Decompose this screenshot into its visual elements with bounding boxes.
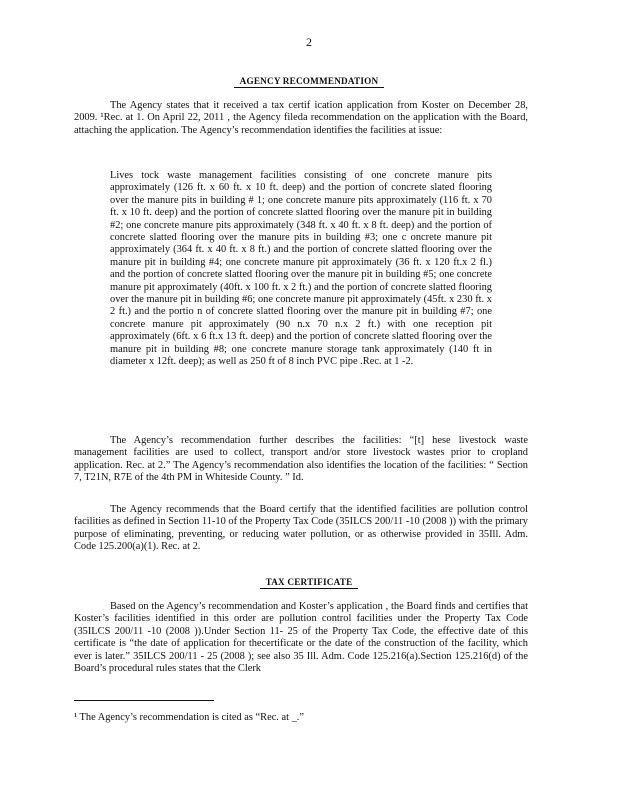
- section-heading-agency-recommendation: AGENCY RECOMMENDATION: [0, 76, 618, 86]
- footnote: ¹ The Agency’s recommendation is cited as “Rec. at _.”: [74, 712, 304, 723]
- paragraph-agency-describes: The Agency’s recommendation further describes the facilities: “[t] hese livestock waste management facilities are used to collect, transport and/or store livestock wastes prior to cropland application. Rec. at 2.” The Agency’s recommendation also identifies the location of the facilities: “ Section 7, T21N, R7E of the 4th PM in Whiteside County. ” Id.: [74, 435, 528, 484]
- paragraph-agency-recommends: The Agency recommends that the Board certify that the identified facilities are pollution control facilities as defined in Section 11-10 of the Property Tax Code (35ILCS 200/11 -10 (2008 )) with the primary purpose of eliminating, preventing, or reducing water pollution, or as otherwise provided in 35Ill. Adm. Code 125.200(a)(1). Rec. at 2.: [74, 504, 528, 553]
- section-heading-tax-certificate: TAX CERTIFICATE: [0, 577, 618, 587]
- paragraph-agency-received: The Agency states that it received a tax certif ication application from Koster on December 28, 2009. ¹Rec. at 1. On April 22, 2011 , the Agency fileda recommendation on the application with the Board, attaching the application. The Agency’s recommendation identifies the facilities at issue:: [74, 100, 528, 136]
- footnote-divider: [74, 700, 214, 701]
- page-number: 2: [306, 35, 312, 49]
- block-quote-facilities: Lives tock waste management facilities consisting of one concrete manure pits approximately (126 ft. x 60 ft. x 10 ft. deep) and the portion of concrete slated flooring over the manure pits in building # 1; one concrete manure pits approximately (116 ft. x 70 ft. x 10 ft. deep) and the portion of concrete slatted flooring over the manure pit in building #2; one concrete manure pits approximately (348 ft. x 40 ft. x 8 ft. deep) and the portion of concrete slatted flooring over the manure pits in building #3; one c oncrete manure pit approximately (364 ft. x 40 ft. x 8 ft.) and the portion of concrete slatted flooring over the manure pit in building #4; one concrete manure pit approximately (36 ft. x 120 ft.x 2 fl.) and the portion of concrete slatted flooring over the manure pit in building #5; one concrete manure pit approximately (40ft. x 100 ft. x 2 ft.) and the portion of concrete slatted flooring over the manure pit in building #6; one concrete manure pit approximately (45ft. x 230 ft. x 2 ft.) and the portio n of concrete slatted flooring over the manure pit in building #7; one concrete manure pit approximately (90 n.x 70 n.x 2 ft.) with one reception pit approximately (6ft. x 6 ft.x 13 ft. deep) and the portion of concrete slatted flooring over the manure pit in building #8; one concrete manure storage tank approximately (140 ft in diameter x 12ft. deep); as well as 250 ft of 8 inch PVC pipe .Rec. at 1 -2.: [110, 170, 492, 368]
- paragraph-board-finds: Based on the Agency’s recommendation and Koster’s application , the Board finds and certifies that Koster’s facilities identified in this order are pollution control facilities under the Property Tax Code (35ILCS 200/11 -10 (2008 )).Under Section 11- 25 of the Property Tax Code, the effective date of this certificate is “the date of application for thecertificate or the date of the construction of the facility, which ever is later.” 35ILCS 200/11 - 25 (2008 ); see also 35 Ill. Adm. Code 125.216(a).Section 125.216(d) of the Board’s procedural rules states that the Clerk: [74, 601, 528, 675]
